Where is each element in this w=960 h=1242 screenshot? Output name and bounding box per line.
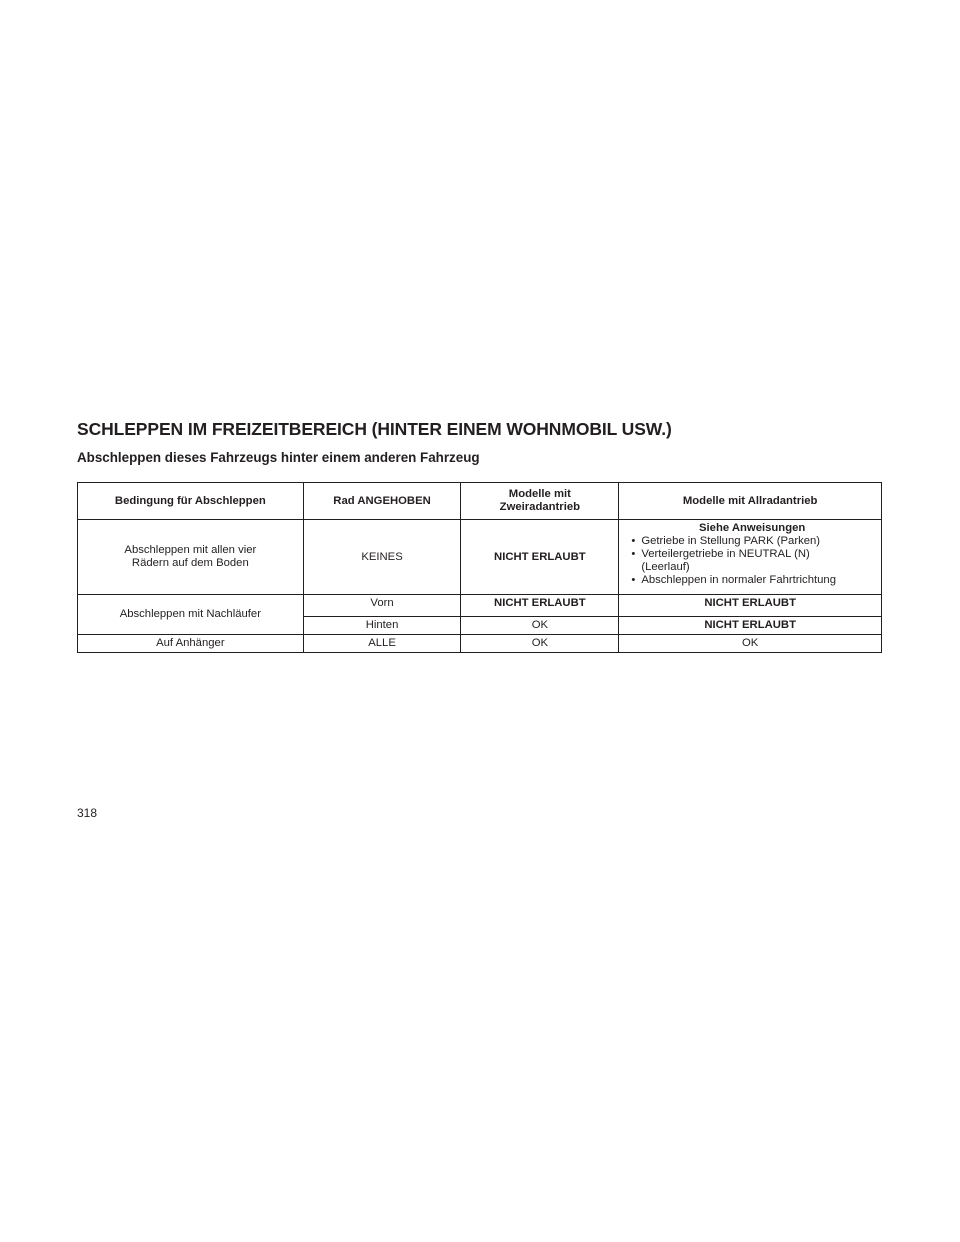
cell-wheel: KEINES <box>303 520 461 595</box>
cell-condition: Auf Anhänger <box>78 635 304 653</box>
cell-wheel: Hinten <box>303 617 461 635</box>
header-2wd-models: Modelle mit Zweiradantrieb <box>461 483 619 520</box>
towing-table <box>77 482 882 653</box>
list-item <box>627 574 877 587</box>
cell-2wd: OK <box>461 635 619 653</box>
page-number: 318 <box>77 806 98 820</box>
bullet-icon: • <box>631 535 636 547</box>
cell-4wd: NICHT ERLAUBT <box>619 595 882 617</box>
bullet-icon: • <box>631 548 636 560</box>
header-wheel-lifted: Rad ANGEHOBEN <box>303 483 461 520</box>
cell-4wd-instructions <box>619 520 882 595</box>
header-4wd-models: Modelle mit Allradantrieb <box>619 483 882 520</box>
list-item <box>627 548 877 574</box>
cell-condition: Abschleppen mit allen vier Rädern auf dem Boden <box>78 520 304 595</box>
bullet-icon: • <box>631 574 636 586</box>
cell-wheel: Vorn <box>303 595 461 617</box>
section-subtitle: Abschleppen dieses Fahrzeugs hinter einem anderen Fahrzeug <box>77 450 480 465</box>
table-header-row <box>78 483 882 520</box>
instructions-list <box>627 535 877 587</box>
list-item <box>627 535 877 548</box>
cell-condition: Abschleppen mit Nachläufer <box>78 595 304 635</box>
cell-wheel: ALLE <box>303 635 461 653</box>
list-item-text: Getriebe in Stellung PARK (Parken) <box>641 535 821 547</box>
cell-4wd: OK <box>619 635 882 653</box>
cell-2wd: NICHT ERLAUBT <box>461 520 619 595</box>
instructions-heading: Siehe Anweisungen <box>699 522 806 534</box>
cell-2wd: NICHT ERLAUBT <box>461 595 619 617</box>
header-condition: Bedingung für Abschleppen <box>78 483 304 520</box>
page-title: SCHLEPPEN IM FREIZEITBEREICH (HINTER EINEM WOHNMOBIL USW.) <box>77 419 672 439</box>
list-item-text: Abschleppen in normaler Fahrtrichtung <box>641 574 836 586</box>
table-row <box>78 595 882 617</box>
table-row <box>78 520 882 595</box>
cell-2wd: OK <box>461 617 619 635</box>
cell-4wd: NICHT ERLAUBT <box>619 617 882 635</box>
list-item-text: Verteilergetriebe in NEUTRAL (N) (Leerlauf) <box>641 548 810 573</box>
table-row <box>78 635 882 653</box>
